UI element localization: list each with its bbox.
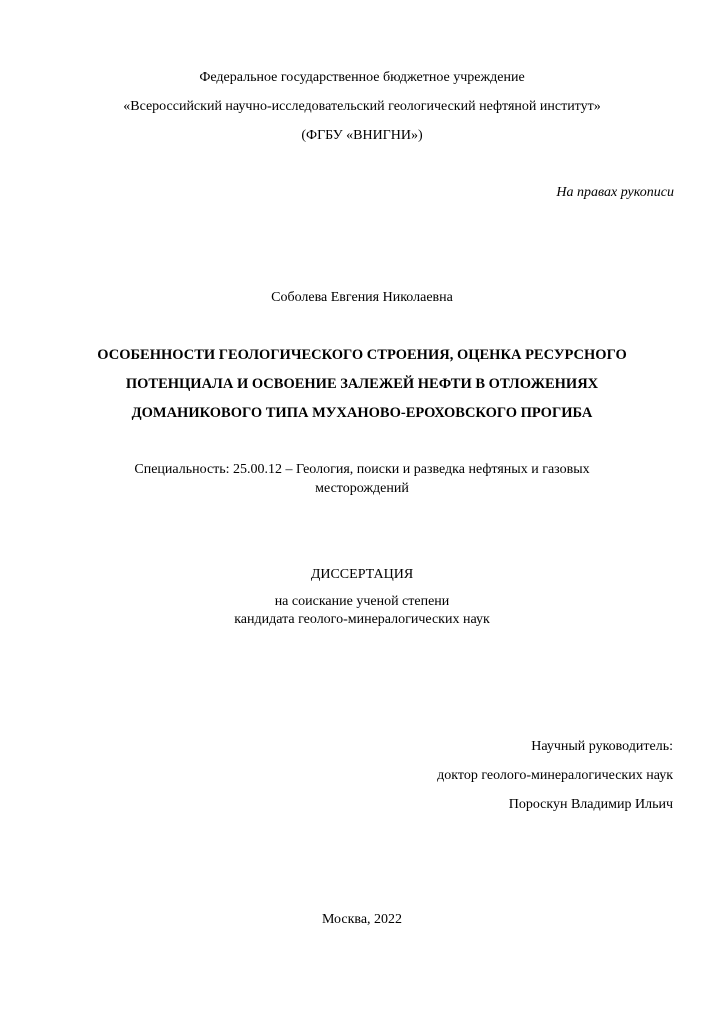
author-name: Соболева Евгения Николаевна <box>271 290 453 305</box>
city-year: Москва, 2022 <box>321 912 403 927</box>
specialty-line-1: Специальность: 25.00.12 – Геология, поиски и разведка нефтяных и газовых <box>134 462 590 477</box>
manuscript-note: На правах рукописи <box>556 185 674 200</box>
org-line-1: Федеральное государственное бюджетное учреждение <box>199 70 525 85</box>
supervisor-label: Научный руководитель: <box>531 739 673 754</box>
org-line-2: «Всероссийский научно-исследовательский геологический нефтяной институт» <box>123 99 601 114</box>
dissertation-line-2: кандидата геолого-минералогических наук <box>234 612 490 627</box>
title-line-2: ПОТЕНЦИАЛА И ОСВОЕНИЕ ЗАЛЕЖЕЙ НЕФТИ В ОТЛОЖЕНИЯХ <box>125 376 599 392</box>
dissertation-line-1: на соискание ученой степени <box>274 594 450 609</box>
title-line-1: ОСОБЕННОСТИ ГЕОЛОГИЧЕСКОГО СТРОЕНИЯ, ОЦЕНКА РЕСУРСНОГО <box>97 347 627 363</box>
supervisor-degree: доктор геолого-минералогических наук <box>437 768 673 783</box>
specialty-line-2: месторождений <box>315 481 409 496</box>
supervisor-name: Пороскун Владимир Ильич <box>508 797 673 812</box>
dissertation-label: ДИССЕРТАЦИЯ <box>310 567 414 582</box>
org-short-name: (ФГБУ «ВНИГНИ») <box>301 128 423 143</box>
title-line-3: ДОМАНИКОВОГО ТИПА МУХАНОВО-ЕРОХОВСКОГО ПРОГИБА <box>131 405 593 421</box>
